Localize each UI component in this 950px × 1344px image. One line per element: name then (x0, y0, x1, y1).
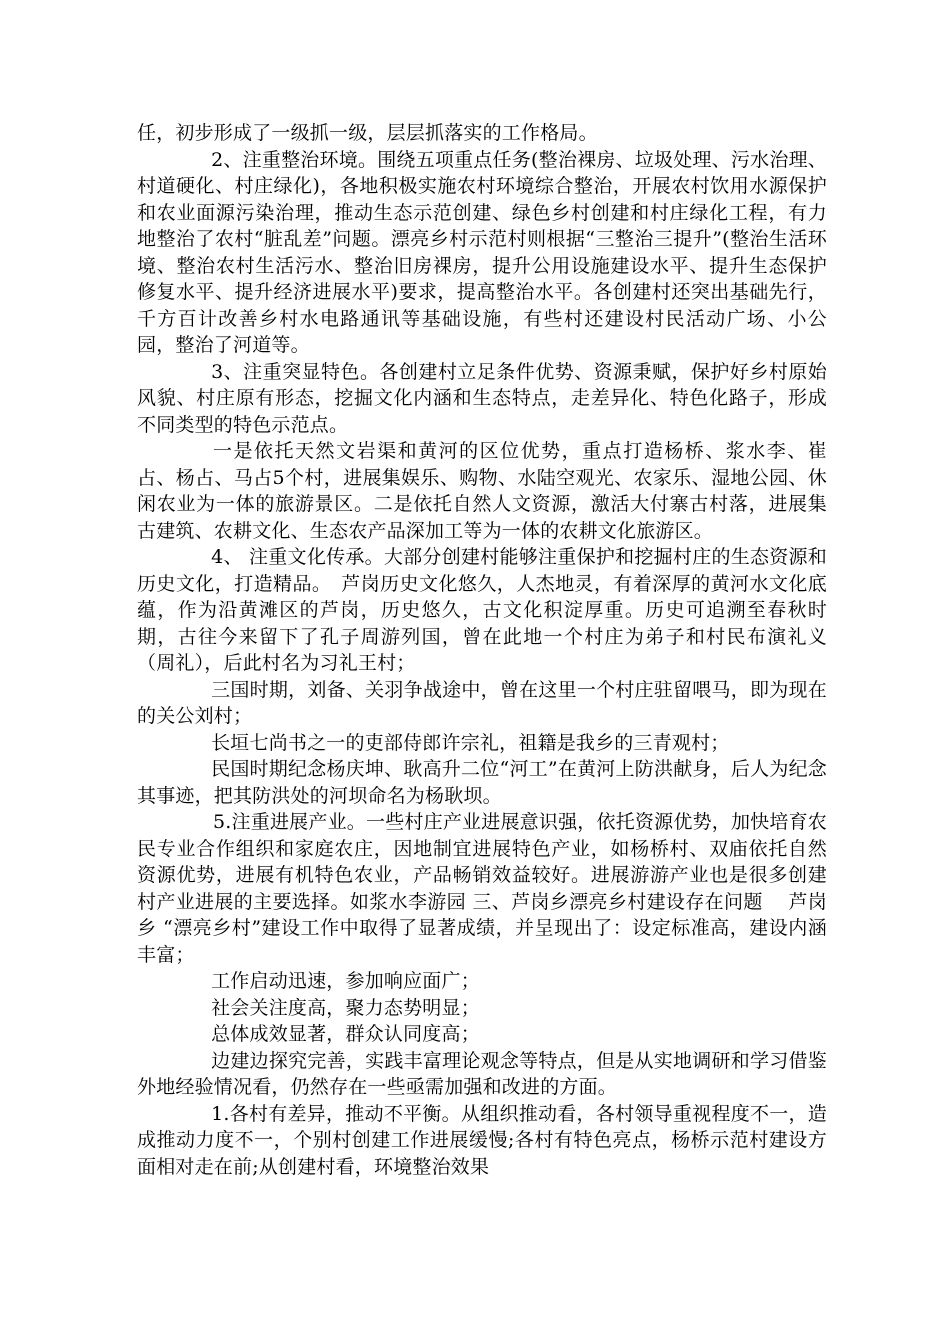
paragraph: 边建边探究完善，实践丰富理论观念等特点，但是从实地调研和学习借鉴外地经验情况看，仍然存在一些亟需加强和改进的方面。 (137, 1049, 827, 1098)
paragraph: 民国时期纪念杨庆坤、耿高升二位“河工”在黄河上防洪献身，后人为纪念其事迹，把其防洪处的河坝命名为杨耿坝。 (137, 758, 827, 807)
paragraph: 3、注重突显特色。各创建村立足条件优势、资源秉赋，保护好乡村原始风貌、村庄原有形态，挖掘文化内涵和生态特点，走差异化、特色化路子，形成不同类型的特色示范点。 (137, 360, 827, 436)
paragraph: 总体成效显著，群众认同度高； (211, 1023, 480, 1045)
paragraph: 工作启动迅速，参加响应面广； (211, 970, 480, 992)
paragraph: 任，初步形成了一级抓一级，层层抓落实的工作格局。 (137, 122, 598, 144)
paragraph: 5.注重进展产业。一些村庄产业进展意识强，依托资源优势，加快培育农民专业合作组织和家庭农庄，因地制宜进展特色产业，如杨桥村、双庙依托自然资源优势，进展有机特色农业，产品畅销效益较好。进展游游产业也是很多创建村产业进展的主要选择。如浆水李游园 三、芦岗乡漂亮乡村建设存在问题 芦岗乡 “漂亮乡村”建设工作中取得了显著成绩，并呈现出了：设定标准高，建设内涵丰富； (137, 811, 827, 966)
paragraph: 1.各村有差异，推动不平衡。从组织推动看，各村领导重视程度不一，造成推动力度不一，个别村创建工作进展缓慢;各村有特色亮点，杨桥示范村建设方面相对走在前;从创建村看，环境整治效果 (137, 1102, 827, 1178)
paragraph: 2、注重整治环境。围绕五项重点任务(整治裸房、垃圾处理、污水治理、村道硬化、村庄绿化)，各地积极实施农村环境综合整治，开展农村饮用水源保护和农业面源污染治理，推动生态示范创建、绿色乡村创建和村庄绿化工程，有力地整治了农村“脏乱差”问题。漂亮乡村示范村则根据“三整治三提升”(整治生活环境、整治农村生活污水、整治旧房裸房，提升公用设施建设水平、提升生态保护修复水平、提升经济进展水平)要求，提高整治水平。各创建村还突出基础先行，千方百计改善乡村水电路通讯等基础设施，有些村还建设村民活动广场、小公园，整治了河道等。 (137, 148, 827, 356)
paragraph: 长垣七尚书之一的吏部侍郎许宗礼，祖籍是我乡的三青观村； (211, 731, 730, 754)
paragraph: 一是依托天然文岩渠和黄河的区位优势，重点打造杨桥、浆水李、崔占、杨占、马占5个村，进展集娱乐、购物、水陆空观光、农家乐、湿地公园、休闲农业为一体的旅游景区。二是依托自然人文资源，激活大付寨古村落，进展集古建筑、农耕文化、生态农产品深加工等为一体的农耕文化旅游区。 (137, 440, 827, 542)
paragraph: 4、 注重文化传承。大部分创建村能够注重保护和挖掘村庄的生态资源和历史文化，打造精品。 芦岗历史文化悠久，人杰地灵，有着深厚的黄河水文化底蕴，作为沿黄滩区的芦岗，历史悠久，古文化积淀厚重。历史可追溯至春秋时期，古往今来留下了孔子周游列国，曾在此地一个村庄为弟子和村民布演礼义（周礼），后此村名为习礼王村； (137, 546, 827, 674)
paragraph: 社会关注度高，聚力态势明显； (211, 996, 480, 1019)
paragraph: 三国时期，刘备、关羽争战途中，曾在这里一个村庄驻留喂马，即为现在的关公刘村； (137, 678, 827, 727)
document-page (137, 120, 827, 1180)
